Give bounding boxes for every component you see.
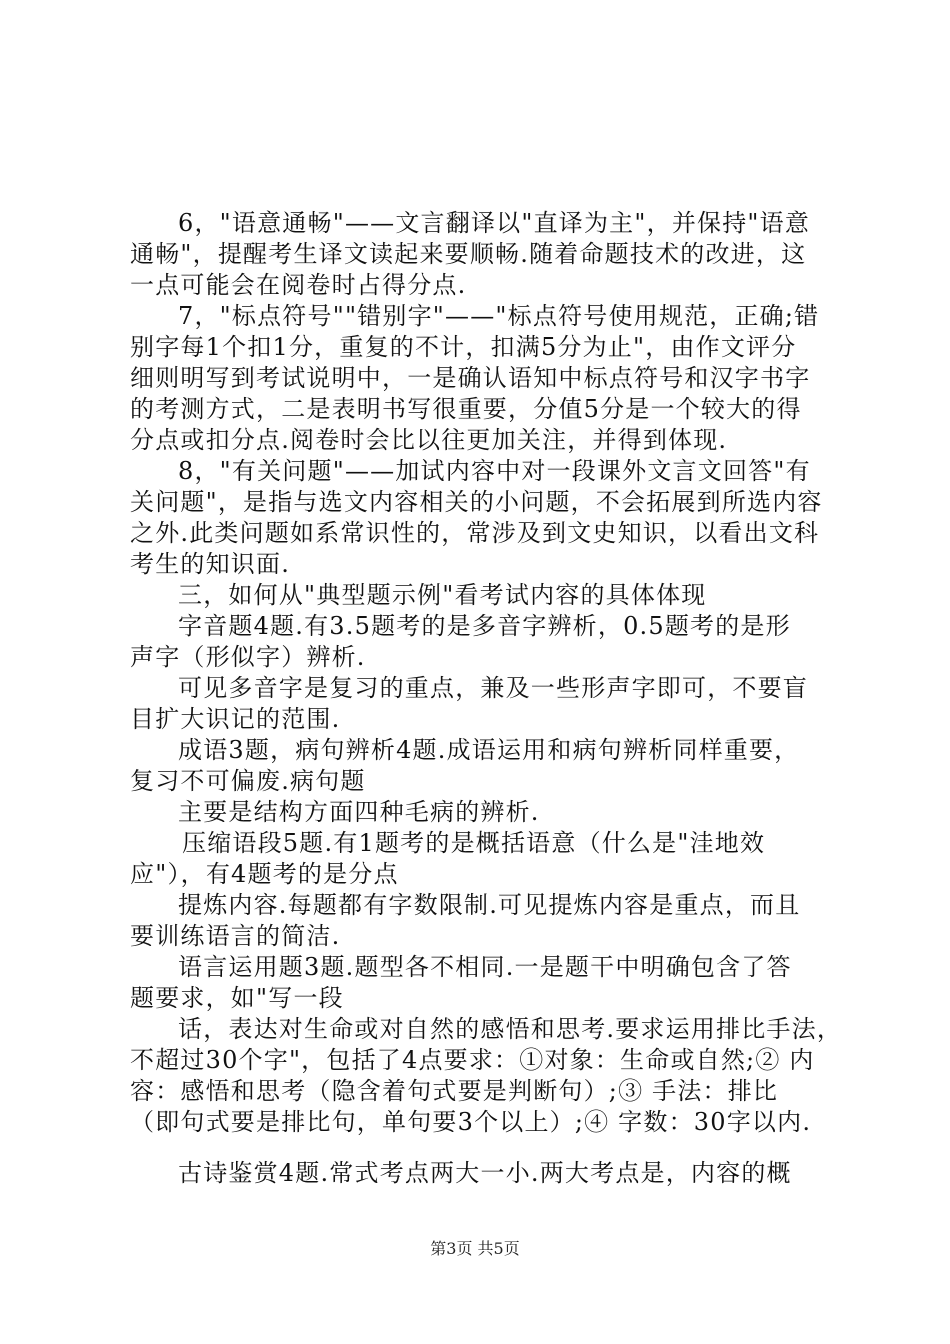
- text-line: 别字每1个扣1分，重复的不计，扣满5分为止"，由作文评分: [130, 333, 797, 361]
- text-line: 细则明写到考试说明中，一是确认语知中标点符号和汉字书字: [130, 364, 811, 392]
- text-line: 语言运用题3题.题型各不相同.一是题干中明确包含了答: [178, 953, 792, 981]
- text-line: （即句式要是排比句，单句要3个以上）;④ 字数：30字以内.: [130, 1108, 812, 1136]
- text-line: 主要是结构方面四种毛病的辨析.: [178, 798, 540, 826]
- text-line: 关问题"，是指与选文内容相关的小问题，不会拓展到所选内容: [130, 488, 823, 516]
- text-line: 考生的知识面.: [130, 550, 291, 578]
- page-number: 第3页 共5页: [430, 1239, 520, 1258]
- text-line: 话，表达对生命或对自然的感悟和思考.要求运用排比手法，: [178, 1015, 843, 1043]
- text-line: 6，"语意通畅"——文言翻译以"直译为主"，并保持"语意: [178, 209, 811, 237]
- text-line: 分点或扣分点.阅卷时会比以往更加关注，并得到体现.: [130, 426, 728, 454]
- text-line: 不超过30个字"，包括了4点要求：①对象：生命或自然;② 内: [130, 1046, 815, 1074]
- text-line: 一点可能会在阅卷时占得分点.: [130, 271, 467, 299]
- text-line: 字音题4题.有3.5题考的是多音字辨析，0.5题考的是形: [178, 612, 791, 640]
- text-line: 容：感悟和思考（隐含着句式要是判断句）;③ 手法：排比: [130, 1077, 779, 1105]
- text-line: 成语3题，病句辨析4题.成语运用和病句辨析同样重要，: [178, 736, 800, 764]
- text-line: 压缩语段5题.有1题考的是概括语意（什么是"洼地效: [182, 829, 766, 857]
- text-line: 的考测方式，二是表明书写很重要，分值5分是一个较大的得: [130, 395, 802, 423]
- text-line: 之外.此类问题如系常识性的，常涉及到文史知识，以看出文科: [130, 519, 820, 547]
- text-line: 复习不可偏废.病句题: [130, 767, 366, 795]
- text-line: 目扩大识记的范围.: [130, 705, 341, 733]
- section-heading: 三，如何从"典型题示例"看考试内容的具体体现: [178, 581, 707, 609]
- text-line: 题要求，如"写一段: [130, 984, 344, 1012]
- text-line: 提炼内容.每题都有字数限制.可见提炼内容是重点，而且: [178, 891, 801, 919]
- text-line: 可见多音字是复习的重点，兼及一些形声字即可，不要盲: [178, 674, 808, 702]
- text-line: 古诗鉴赏4题.常式考点两大一小.两大考点是，内容的概: [178, 1159, 792, 1187]
- text-line: 通畅"，提醒考生译文读起来要顺畅.随着命题技术的改进，这: [130, 240, 807, 268]
- text-line: 声字（形似字）辨析.: [130, 643, 366, 671]
- text-line: 应"），有4题考的是分点: [130, 860, 399, 888]
- text-line: 要训练语言的简洁.: [130, 922, 341, 950]
- text-line: 7，"标点符号""错别字"——"标点符号使用规范，正确;错: [178, 302, 820, 330]
- text-line: 8，"有关问题"——加试内容中对一段课外文言文回答"有: [178, 457, 811, 485]
